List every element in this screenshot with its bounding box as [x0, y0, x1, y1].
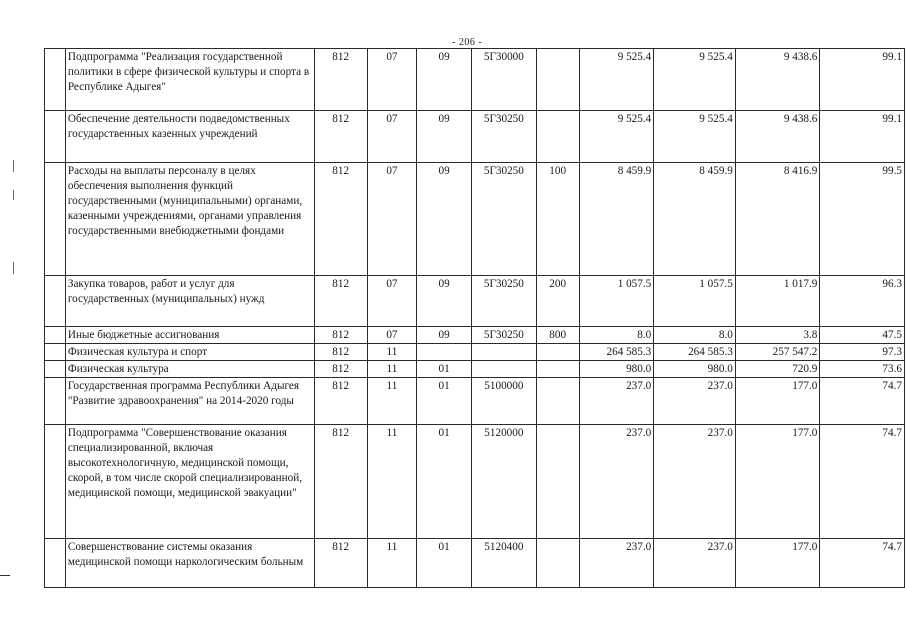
scan-mark	[13, 160, 14, 172]
table-row	[45, 378, 905, 425]
section-code: 11	[367, 539, 417, 588]
adjusted-plan-amount: 9 525.4	[654, 49, 736, 111]
executed-amount: 1 017.9	[735, 276, 820, 327]
scan-mark	[13, 190, 14, 200]
target-code	[471, 344, 536, 361]
expense-type-code	[536, 111, 579, 163]
table-row	[45, 539, 905, 588]
row-name: Совершенствование системы оказания медицинской помощи наркологическим больным	[65, 539, 314, 588]
adjusted-plan-amount: 237.0	[654, 425, 736, 539]
empty-cell	[45, 163, 66, 276]
subsection-code: 09	[417, 327, 472, 344]
execution-percent: 99.1	[820, 49, 905, 111]
table-row	[45, 111, 905, 163]
plan-amount: 264 585.3	[579, 344, 654, 361]
ministry-code: 812	[314, 425, 367, 539]
executed-amount: 177.0	[735, 539, 820, 588]
plan-amount: 237.0	[579, 378, 654, 425]
ministry-code: 812	[314, 361, 367, 378]
adjusted-plan-amount: 8.0	[654, 327, 736, 344]
execution-percent: 99.1	[820, 111, 905, 163]
empty-cell	[45, 276, 66, 327]
execution-percent: 74.7	[820, 539, 905, 588]
plan-amount: 237.0	[579, 539, 654, 588]
ministry-code: 812	[314, 49, 367, 111]
adjusted-plan-amount: 980.0	[654, 361, 736, 378]
scan-mark	[0, 575, 10, 576]
empty-cell	[45, 49, 66, 111]
execution-percent: 74.7	[820, 378, 905, 425]
empty-cell	[45, 111, 66, 163]
adjusted-plan-amount: 9 525.4	[654, 111, 736, 163]
execution-percent: 99.5	[820, 163, 905, 276]
executed-amount: 9 438.6	[735, 49, 820, 111]
row-name: Подпрограмма "Реализация государственной политики в сфере физической культуры и спорта в Республике Адыгея"	[65, 49, 314, 111]
empty-cell	[45, 378, 66, 425]
section-code: 07	[367, 276, 417, 327]
expense-type-code	[536, 361, 579, 378]
plan-amount: 9 525.4	[579, 111, 654, 163]
subsection-code: 09	[417, 111, 472, 163]
table-row	[45, 276, 905, 327]
table-row	[45, 163, 905, 276]
expense-type-code: 100	[536, 163, 579, 276]
execution-percent: 47.5	[820, 327, 905, 344]
subsection-code: 09	[417, 163, 472, 276]
target-code	[471, 361, 536, 378]
executed-amount: 3.8	[735, 327, 820, 344]
ministry-code: 812	[314, 344, 367, 361]
budget-table-body	[45, 49, 905, 588]
adjusted-plan-amount: 264 585.3	[654, 344, 736, 361]
executed-amount: 720.9	[735, 361, 820, 378]
plan-amount: 8 459.9	[579, 163, 654, 276]
table-row	[45, 361, 905, 378]
row-name: Закупка товаров, работ и услуг для государственных (муниципальных) нужд	[65, 276, 314, 327]
subsection-code: 09	[417, 276, 472, 327]
target-code: 5120400	[471, 539, 536, 588]
table-row	[45, 344, 905, 361]
section-code: 07	[367, 111, 417, 163]
subsection-code: 01	[417, 378, 472, 425]
executed-amount: 8 416.9	[735, 163, 820, 276]
row-name: Подпрограмма "Совершенствование оказания специализированной, включая высокотехнологичную, медицинской помощи, скорой, в том числе скорой специализированной, медицинской помощи, медицинской эвакуации"	[65, 425, 314, 539]
section-code: 07	[367, 49, 417, 111]
ministry-code: 812	[314, 276, 367, 327]
subsection-code: 09	[417, 49, 472, 111]
subsection-code: 01	[417, 425, 472, 539]
target-code: 5Г30000	[471, 49, 536, 111]
target-code: 5Г30250	[471, 111, 536, 163]
row-name: Иные бюджетные ассигнования	[65, 327, 314, 344]
execution-percent: 73.6	[820, 361, 905, 378]
target-code: 5Г30250	[471, 327, 536, 344]
adjusted-plan-amount: 1 057.5	[654, 276, 736, 327]
empty-cell	[45, 539, 66, 588]
adjusted-plan-amount: 237.0	[654, 539, 736, 588]
expense-type-code: 200	[536, 276, 579, 327]
row-name: Обеспечение деятельности подведомственных государственных казенных учреждений	[65, 111, 314, 163]
expense-type-code	[536, 539, 579, 588]
ministry-code: 812	[314, 378, 367, 425]
row-name: Государственная программа Республики Адыгея "Развитие здравоохранения" на 2014-2020 годы	[65, 378, 314, 425]
plan-amount: 980.0	[579, 361, 654, 378]
target-code: 5120000	[471, 425, 536, 539]
section-code: 07	[367, 327, 417, 344]
plan-amount: 237.0	[579, 425, 654, 539]
target-code: 5Г30250	[471, 163, 536, 276]
execution-percent: 74.7	[820, 425, 905, 539]
executed-amount: 9 438.6	[735, 111, 820, 163]
row-name: Физическая культура	[65, 361, 314, 378]
expense-type-code	[536, 49, 579, 111]
ministry-code: 812	[314, 163, 367, 276]
plan-amount: 8.0	[579, 327, 654, 344]
section-code: 07	[367, 163, 417, 276]
budget-table	[44, 48, 905, 588]
subsection-code: 01	[417, 539, 472, 588]
plan-amount: 1 057.5	[579, 276, 654, 327]
table-row	[45, 49, 905, 111]
row-name: Расходы на выплаты персоналу в целях обеспечения выполнения функций государственными (муниципальными) органами, казенными учреждениями, органами управления государственными внебюджетными фондами	[65, 163, 314, 276]
empty-cell	[45, 425, 66, 539]
expense-type-code: 800	[536, 327, 579, 344]
executed-amount: 177.0	[735, 425, 820, 539]
adjusted-plan-amount: 8 459.9	[654, 163, 736, 276]
expense-type-code	[536, 344, 579, 361]
execution-percent: 97.3	[820, 344, 905, 361]
adjusted-plan-amount: 237.0	[654, 378, 736, 425]
scan-mark	[13, 262, 14, 274]
empty-cell	[45, 361, 66, 378]
section-code: 11	[367, 425, 417, 539]
table-row	[45, 425, 905, 539]
execution-percent: 96.3	[820, 276, 905, 327]
plan-amount: 9 525.4	[579, 49, 654, 111]
section-code: 11	[367, 344, 417, 361]
ministry-code: 812	[314, 111, 367, 163]
page-number: - 206 -	[452, 37, 483, 48]
section-code: 11	[367, 361, 417, 378]
table-row	[45, 327, 905, 344]
executed-amount: 257 547.2	[735, 344, 820, 361]
target-code: 5Г30250	[471, 276, 536, 327]
expense-type-code	[536, 425, 579, 539]
expense-type-code	[536, 378, 579, 425]
empty-cell	[45, 344, 66, 361]
row-name: Физическая культура и спорт	[65, 344, 314, 361]
empty-cell	[45, 327, 66, 344]
ministry-code: 812	[314, 539, 367, 588]
ministry-code: 812	[314, 327, 367, 344]
section-code: 11	[367, 378, 417, 425]
executed-amount: 177.0	[735, 378, 820, 425]
subsection-code	[417, 344, 472, 361]
subsection-code: 01	[417, 361, 472, 378]
target-code: 5100000	[471, 378, 536, 425]
